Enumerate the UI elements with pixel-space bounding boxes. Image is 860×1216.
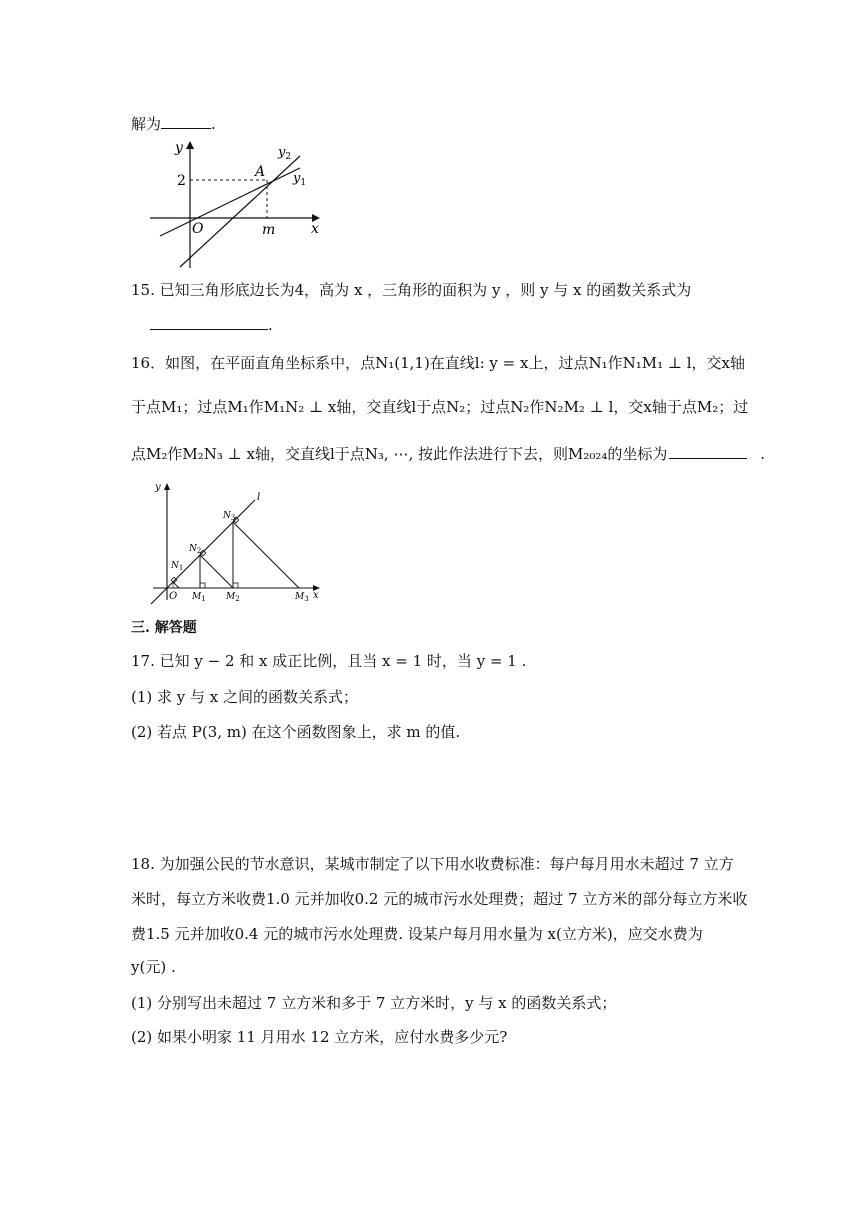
right-angle-m1 bbox=[200, 583, 205, 588]
line-l-label: l bbox=[257, 492, 261, 503]
q15-number: 15. bbox=[131, 281, 155, 299]
origin-label-2: O bbox=[169, 591, 178, 602]
figure-intersecting-lines bbox=[140, 136, 330, 272]
q18-part1: (1) 分别写出未超过 7 立方米和多于 7 立方米时，y 与 x 的函数关系式； bbox=[131, 994, 617, 1012]
m2-label: $M_2$ bbox=[226, 592, 240, 603]
line-y2 bbox=[180, 156, 300, 267]
q16-blank bbox=[669, 442, 747, 459]
m1-label: $M_1$ bbox=[192, 592, 206, 603]
q18-line4: y(元) . bbox=[131, 958, 176, 976]
q15-text: 已知三角形底边长为4，高为 x ，三角形的面积为 y ，则 y 与 x 的函数关系式为 bbox=[159, 281, 692, 299]
m3-label: $M_3$ bbox=[295, 592, 309, 603]
line2-label: $y_2$ bbox=[278, 145, 292, 162]
x-axis-label: x bbox=[311, 221, 319, 237]
q17-part2: (2) 若点 P(3, m) 在这个函数图象上，求 m 的值. bbox=[131, 723, 461, 741]
q18-line1: 18. 为加强公民的节水意识，某城市制定了以下用水收费标准：每户每月用水未超过 7 立方 bbox=[131, 855, 734, 873]
right-angle-m2 bbox=[233, 583, 238, 588]
point-a-label: A bbox=[255, 164, 266, 180]
segment-n3-m3 bbox=[233, 522, 299, 588]
q15-end: . bbox=[268, 316, 273, 334]
answer-line bbox=[131, 112, 216, 134]
section-title: 三. 解答题 bbox=[131, 620, 197, 636]
figure-perpendicular-sequence bbox=[145, 478, 335, 608]
q16-end: . bbox=[760, 445, 765, 463]
q16-line2 bbox=[131, 397, 748, 417]
y-axis-arrow-2 bbox=[164, 483, 170, 490]
n2-label: $N_2$ bbox=[189, 544, 202, 555]
answer-suffix: . bbox=[211, 115, 216, 133]
origin-label: O bbox=[192, 221, 204, 237]
line1-label: $y_1$ bbox=[293, 171, 307, 188]
q18-line2: 米时，每立方米收费1.0 元并加收0.2 元的城市污水处理费；超过 7 立方米的部分每立方米收 bbox=[131, 890, 748, 908]
y-axis-label-2: y bbox=[155, 482, 161, 493]
q16-text-line3: 点M₂作M₂N₃ ⊥ x轴，交直线l于点N₃, ⋯, 按此作法进行下去，则M₂₀₂₄的坐标为 bbox=[131, 445, 668, 463]
y-axis-arrow bbox=[186, 141, 194, 149]
answer-prefix: 解为 bbox=[131, 115, 162, 133]
n1-label: $N_1$ bbox=[171, 561, 184, 572]
q16-text-line2: 于点M₁；过点M₁作M₁N₂ ⊥ x轴，交直线l于点N₂；过点N₂作N₂M₂ ⊥ l，交x轴于点M₂；过 bbox=[131, 398, 749, 416]
q16-number: 16． bbox=[131, 354, 166, 372]
q15-answer-line bbox=[150, 313, 273, 335]
q15-line bbox=[131, 280, 691, 300]
n3-label: $N_3$ bbox=[223, 511, 236, 522]
right-angle-n1 bbox=[171, 577, 177, 583]
x-axis-label-2: x bbox=[313, 590, 319, 601]
y-axis-label: y bbox=[175, 140, 183, 156]
q17-part1: (1) 求 y 与 x 之间的函数关系式； bbox=[131, 688, 359, 706]
q16-line1 bbox=[131, 353, 745, 373]
q16-line3 bbox=[131, 442, 765, 464]
q15-blank bbox=[150, 313, 268, 330]
q17-stem: 17. 已知 y − 2 和 x 成正比例，且当 x = 1 时，当 y = 1 . bbox=[131, 652, 527, 670]
x-tick-label: m bbox=[262, 222, 276, 238]
q18-part2: (2) 如果小明家 11 月用水 12 立方米，应付水费多少元? bbox=[131, 1028, 508, 1046]
y-tick-label: 2 bbox=[177, 173, 186, 189]
q18-line3: 费1.5 元并加收0.4 元的城市污水处理费. 设某户每月用水量为 x(立方米)，应交水费为 bbox=[131, 925, 703, 943]
q16-text-line1: 如图，在平面直角坐标系中，点N₁(1,1)在直线l: y = x上，过点N₁作N₁M₁ ⊥ l，交x轴 bbox=[165, 354, 745, 372]
answer-blank bbox=[161, 112, 211, 129]
